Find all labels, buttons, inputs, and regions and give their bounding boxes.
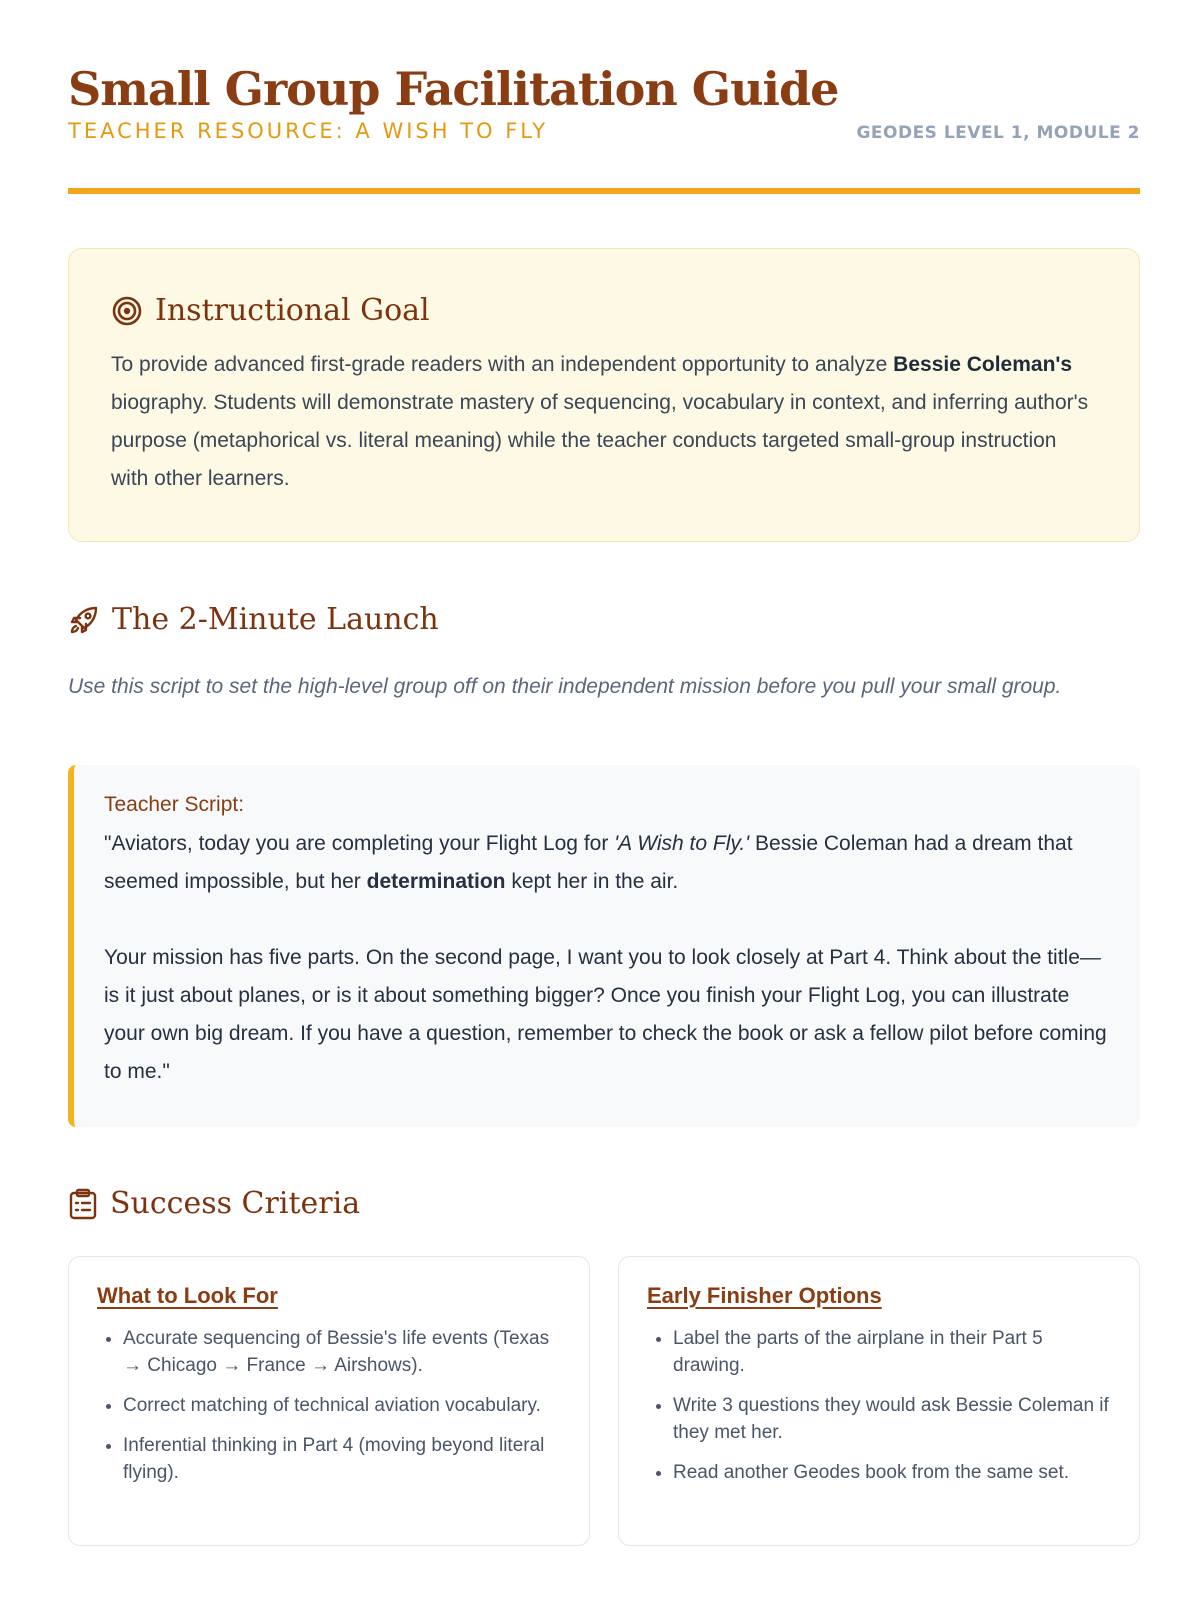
script-bold-word: determination — [366, 870, 506, 893]
teacher-script-box — [68, 765, 1140, 1127]
look-for-list — [97, 1325, 561, 1486]
list-item: • Write 3 questions they would ask Bessie Coleman if they met her. — [673, 1392, 1111, 1446]
list-item: • Read another Geodes book from the same set. — [673, 1459, 1111, 1486]
header-divider — [68, 188, 1140, 194]
early-finisher-card — [618, 1256, 1140, 1546]
list-item: • Accurate sequencing of Bessie's life events (Texas → Chicago → France → Airshows). — [123, 1325, 561, 1379]
page-title: Small Group Facilitation Guide — [68, 62, 839, 116]
goal-heading-row — [111, 293, 1097, 328]
goal-text-bold: Bessie Coleman's — [893, 353, 1073, 376]
instructional-goal-box — [68, 248, 1140, 542]
clipboard-icon — [68, 1188, 98, 1220]
launch-heading: The 2-Minute Launch — [112, 602, 439, 637]
module-label: GEODES LEVEL 1, MODULE 2 — [856, 122, 1140, 143]
target-icon — [111, 295, 143, 327]
script-paragraph-2: Your mission has five parts. On the second page, I want you to look closely at Part 4. Think about the title—is it just about planes, or is it about something bigger? Once you finish your Flight Log, you can illustrate your own big dream. If you have a question, remember to check the book or ask a fellow pilot before coming to me." — [104, 946, 1107, 1083]
goal-text — [111, 346, 1097, 498]
script-text: "Aviators, today you are completing your Flight Log for — [104, 832, 615, 855]
script-label: Teacher Script: — [104, 793, 245, 816]
list-item: • Inferential thinking in Part 4 (moving beyond literal flying). — [123, 1432, 561, 1486]
script-paragraph-1 — [104, 825, 1112, 901]
header-subrow — [68, 119, 1140, 143]
launch-heading-row — [68, 602, 439, 637]
script-text: Bessie Coleman had a dream that seemed impossible, but her — [104, 832, 1073, 893]
list-item: • Correct matching of technical aviation vocabulary. — [123, 1392, 561, 1419]
script-text: kept her in the air. — [505, 870, 679, 893]
rocket-icon — [68, 604, 100, 636]
early-finisher-list — [647, 1325, 1111, 1486]
goal-text-part: To provide advanced first-grade readers with an independent opportunity to analyze — [111, 353, 894, 376]
success-heading-row — [68, 1186, 360, 1221]
page-header — [68, 64, 1140, 143]
success-heading: Success Criteria — [110, 1186, 361, 1221]
goal-heading: Instructional Goal — [155, 293, 430, 328]
book-title: 'A Wish to Fly.' — [614, 832, 750, 855]
what-to-look-for-card — [68, 1256, 590, 1546]
list-item: • Label the parts of the airplane in their Part 5 drawing. — [673, 1325, 1111, 1379]
launch-intro: Use this script to set the high-level group off on their independent mission before you pull your small group. — [68, 675, 1062, 698]
card-title: Early Finisher Options — [647, 1283, 882, 1308]
page-subtitle: TEACHER RESOURCE: A WISH TO FLY — [68, 118, 549, 143]
goal-text-part: biography. Students will demonstrate mastery of sequencing, vocabulary in context, and inferring author's purpose (metaphorical vs. literal meaning) while the teacher conducts targeted small-group instruction with other learners. — [111, 391, 1089, 490]
card-title: What to Look For — [97, 1283, 278, 1308]
